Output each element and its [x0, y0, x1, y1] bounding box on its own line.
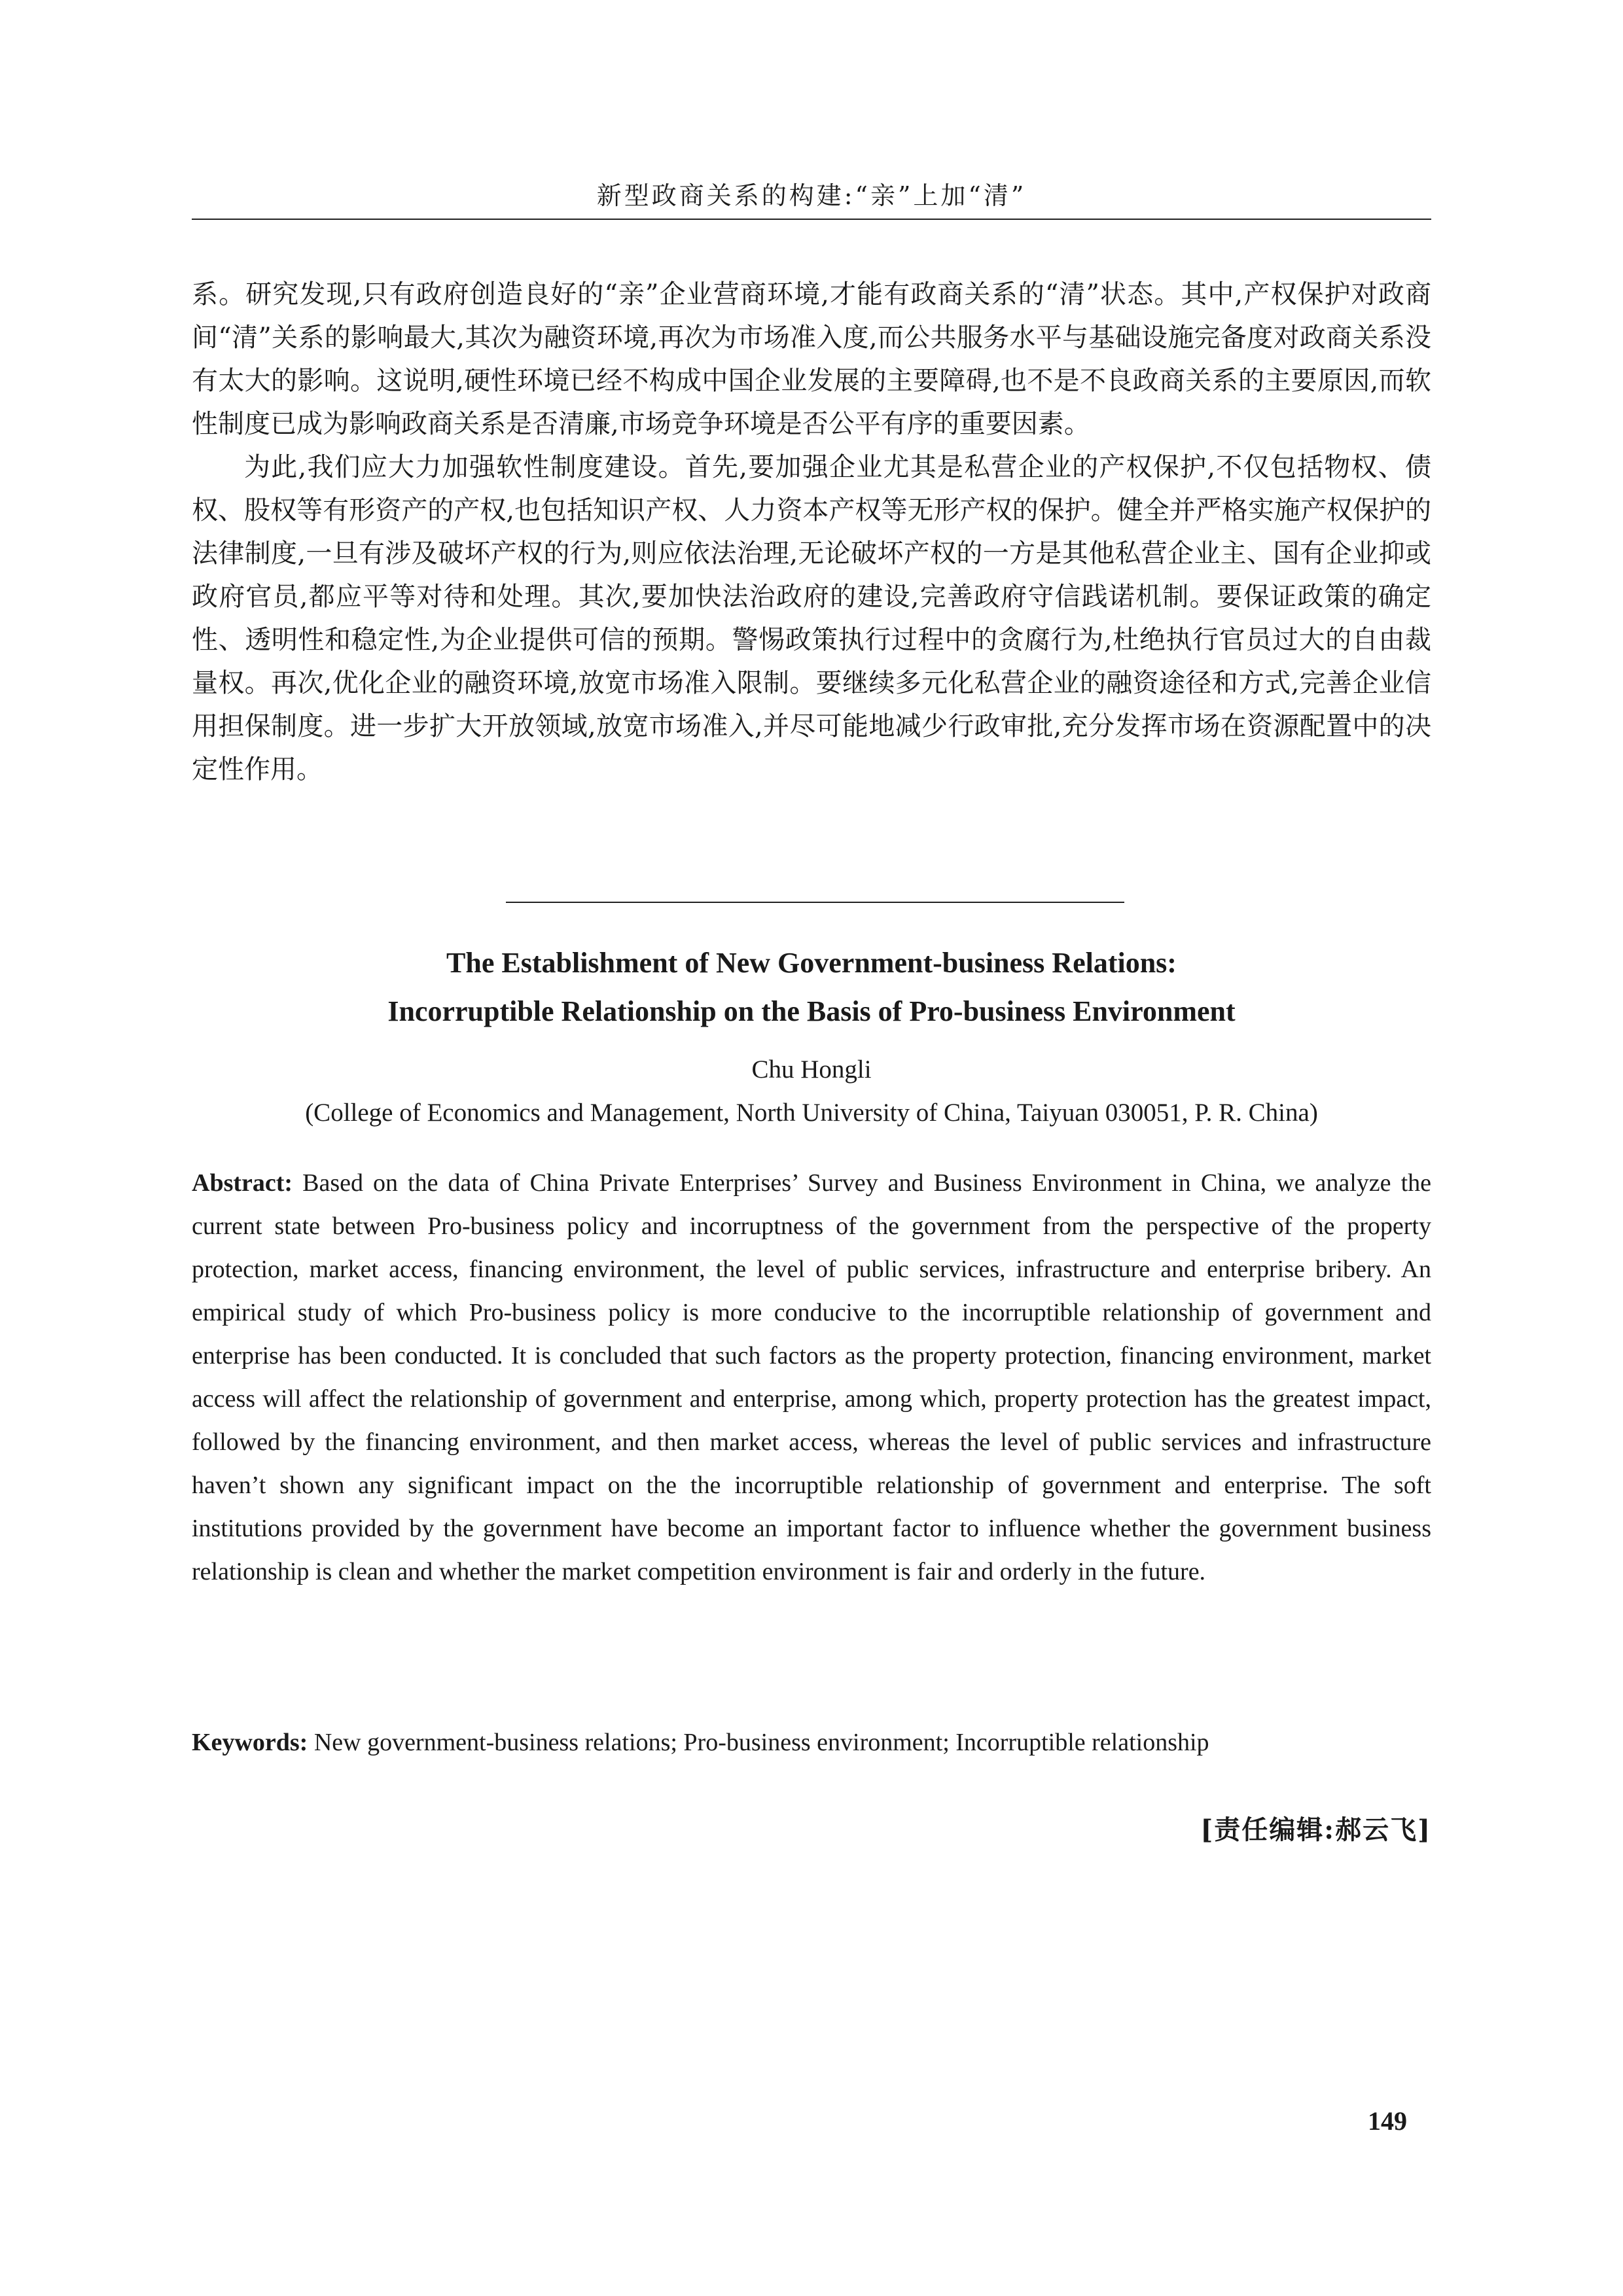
page-number: 149	[1368, 2106, 1407, 2136]
english-title	[192, 939, 1431, 1036]
running-header: 新型政商关系的构建:“亲”上加“清”	[596, 181, 1027, 210]
chinese-body-text	[192, 273, 1431, 791]
keywords-text: New government-business relations; Pro-business environment; Incorruptible relationship	[308, 1729, 1209, 1756]
english-abstract	[192, 1161, 1431, 1593]
author-name: Chu Hongli	[751, 1055, 872, 1084]
author-affiliation: (College of Economics and Management, North University of China, Taiyuan 030051, P. R. China)	[305, 1099, 1318, 1127]
abstract-text: Based on the data of China Private Enterprises’ Survey and Business Environment in China, we analyze the current state between Pro-business policy and incorruptness of the government from the perspective of the property protection, market access, financing environment, the level of public services, infrastructure and enterprise bribery. An empirical study of which Pro-business policy is more conducive to the incorruptible relationship of government and enterprise has been conducted. It is concluded that such factors as the property protection, financing environment, market access will affect the relationship of government and enterprise, among which, property protection has the greatest impact, followed by the financing environment, and then market access, whereas the level of public services and infrastructure haven’t shown any significant impact on the the incorruptible relationship of government and enterprise. The soft institutions provided by the government have become an important factor to influence whether the government business relationship is clean and whether the market competition environment is fair and orderly in the future.	[192, 1169, 1431, 1585]
body-paragraph-1: 系。研究发现,只有政府创造良好的“亲”企业营商环境,才能有政商关系的“清”状态。其中,产权保护对政商间“清”关系的影响最大,其次为融资环境,再次为市场准入度,而公共服务水平与基础设施完备度对政商关系没有太大的影响。这说明,硬性环境已经不构成中国企业发展的主要障碍,也不是不良政商关系的主要原因,而软性制度已成为影响政商关系是否清廉,市场竞争环境是否公平有序的重要因素。	[192, 279, 1431, 439]
responsible-editor: [责任编辑:郝云飞]	[1200, 1814, 1431, 1845]
header-divider	[192, 219, 1431, 220]
english-title-line-1: The Establishment of New Government-business Relations:	[446, 947, 1177, 979]
keywords	[192, 1721, 1431, 1764]
abstract-label: Abstract:	[192, 1169, 293, 1197]
english-title-line-2: Incorruptible Relationship on the Basis of Pro-business Environment	[387, 995, 1236, 1027]
section-divider	[506, 902, 1124, 903]
body-paragraph-2: 为此,我们应大力加强软性制度建设。首先,要加强企业尤其是私营企业的产权保护,不仅包括物权、债权、股权等有形资产的产权,也包括知识产权、人力资本产权等无形产权的保护。健全并严格实施产权保护的法律制度,一旦有涉及破坏产权的行为,则应依法治理,无论破坏产权的一方是其他私营企业主、国有企业抑或政府官员,都应平等对待和处理。其次,要加快法治政府的建设,完善政府守信践诺机制。要保证政策的确定性、透明性和稳定性,为企业提供可信的预期。警惕政策执行过程中的贪腐行为,杜绝执行官员过大的自由裁量权。再次,优化企业的融资环境,放宽市场准入限制。要继续多元化私营企业的融资途径和方式,完善企业信用担保制度。进一步扩大开放领域,放宽市场准入,并尽可能地减少行政审批,充分发挥市场在资源配置中的决定性作用。	[192, 452, 1431, 785]
keywords-label: Keywords:	[192, 1729, 308, 1756]
